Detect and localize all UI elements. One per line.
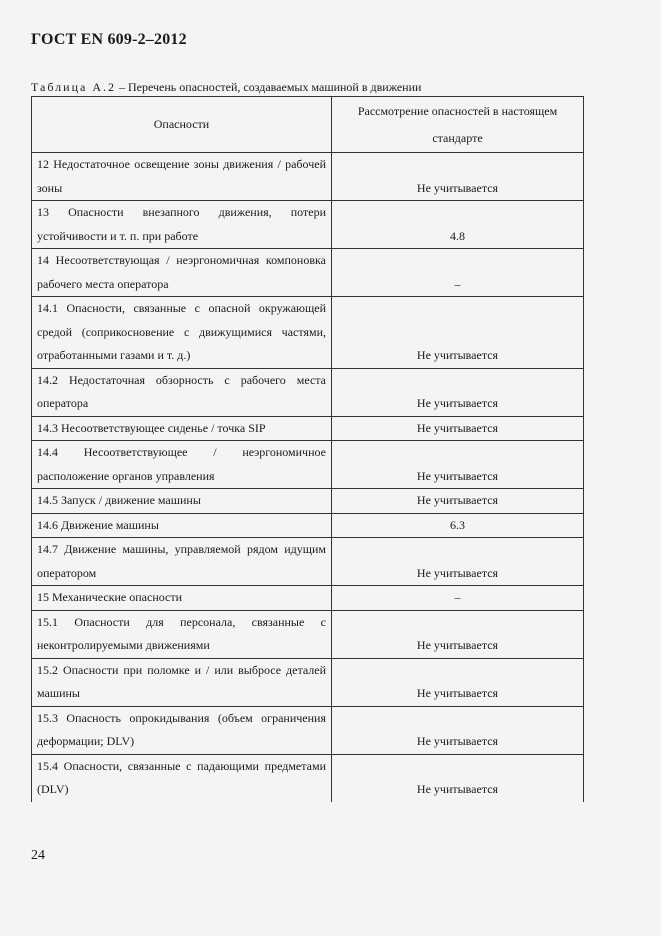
- table-row: [32, 201, 584, 249]
- status-cell: –: [332, 249, 584, 297]
- status-cell: Не учитывается: [332, 538, 584, 586]
- status-cell: 4.8: [332, 201, 584, 249]
- table-caption-text: – Перечень опасностей, создаваемых машиной в движении: [116, 80, 422, 94]
- hazard-cell: 12 Недостаточное освещение зоны движения / рабочей зоны: [32, 153, 332, 201]
- table-row: [32, 538, 584, 586]
- standard-header: ГОСТ EN 609-2–2012: [31, 31, 187, 48]
- hazard-cell: 14 Несоответствующая / неэргономичная компоновка рабочего места оператора: [32, 249, 332, 297]
- table-row: [32, 249, 584, 297]
- table-row: [32, 706, 584, 754]
- table-header-row: [32, 97, 584, 153]
- status-cell: Не учитывается: [332, 368, 584, 416]
- hazard-cell: 14.2 Недостаточная обзорность с рабочего места оператора: [32, 368, 332, 416]
- table-caption: [31, 80, 421, 95]
- hazard-cell: 13 Опасности внезапного движения, потери устойчивости и т. п. при работе: [32, 201, 332, 249]
- page-number: 24: [31, 848, 45, 863]
- status-cell: –: [332, 586, 584, 611]
- table-row: [32, 297, 584, 369]
- hazard-cell: 14.6 Движение машины: [32, 513, 332, 538]
- hazard-cell: 15.1 Опасности для персонала, связанные с неконтролируемыми движениями: [32, 610, 332, 658]
- hazard-cell: 15.4 Опасности, связанные с падающими предметами (DLV): [32, 754, 332, 802]
- status-cell: Не учитывается: [332, 153, 584, 201]
- table-row: [32, 658, 584, 706]
- table-row: [32, 489, 584, 514]
- status-cell: Не учитывается: [332, 658, 584, 706]
- hazard-cell: 14.3 Несоответствующее сиденье / точка SIP: [32, 416, 332, 441]
- hazard-cell: 14.5 Запуск / движение машины: [32, 489, 332, 514]
- column-header-consideration: Рассмотрение опасностей в настоящем стандарте: [332, 97, 584, 153]
- table-row: [32, 513, 584, 538]
- status-cell: Не учитывается: [332, 489, 584, 514]
- status-cell: Не учитывается: [332, 416, 584, 441]
- table-row: [32, 153, 584, 201]
- hazards-table: [31, 96, 584, 802]
- table-row: [32, 754, 584, 802]
- hazard-cell: 15 Механические опасности: [32, 586, 332, 611]
- status-cell: 6.3: [332, 513, 584, 538]
- status-cell: Не учитывается: [332, 754, 584, 802]
- table-row: [32, 610, 584, 658]
- table-row: [32, 416, 584, 441]
- hazard-cell: 14.7 Движение машины, управляемой рядом идущим оператором: [32, 538, 332, 586]
- hazard-cell: 14.1 Опасности, связанные с опасной окружающей средой (соприкосновение с движущимися частями, отработанными газами и т. д.): [32, 297, 332, 369]
- hazard-cell: 14.4 Несоответствующее / неэргономичное расположение органов управления: [32, 441, 332, 489]
- status-cell: Не учитывается: [332, 297, 584, 369]
- status-cell: Не учитывается: [332, 441, 584, 489]
- hazard-cell: 15.3 Опасность опрокидывания (объем ограничения деформации; DLV): [32, 706, 332, 754]
- table-row: [32, 368, 584, 416]
- status-cell: Не учитывается: [332, 706, 584, 754]
- status-cell: Не учитывается: [332, 610, 584, 658]
- column-header-hazards: Опасности: [32, 97, 332, 153]
- table-row: [32, 586, 584, 611]
- hazard-cell: 15.2 Опасности при поломке и / или выбросе деталей машины: [32, 658, 332, 706]
- table-row: [32, 441, 584, 489]
- table-caption-label: Таблица А.2: [31, 80, 116, 94]
